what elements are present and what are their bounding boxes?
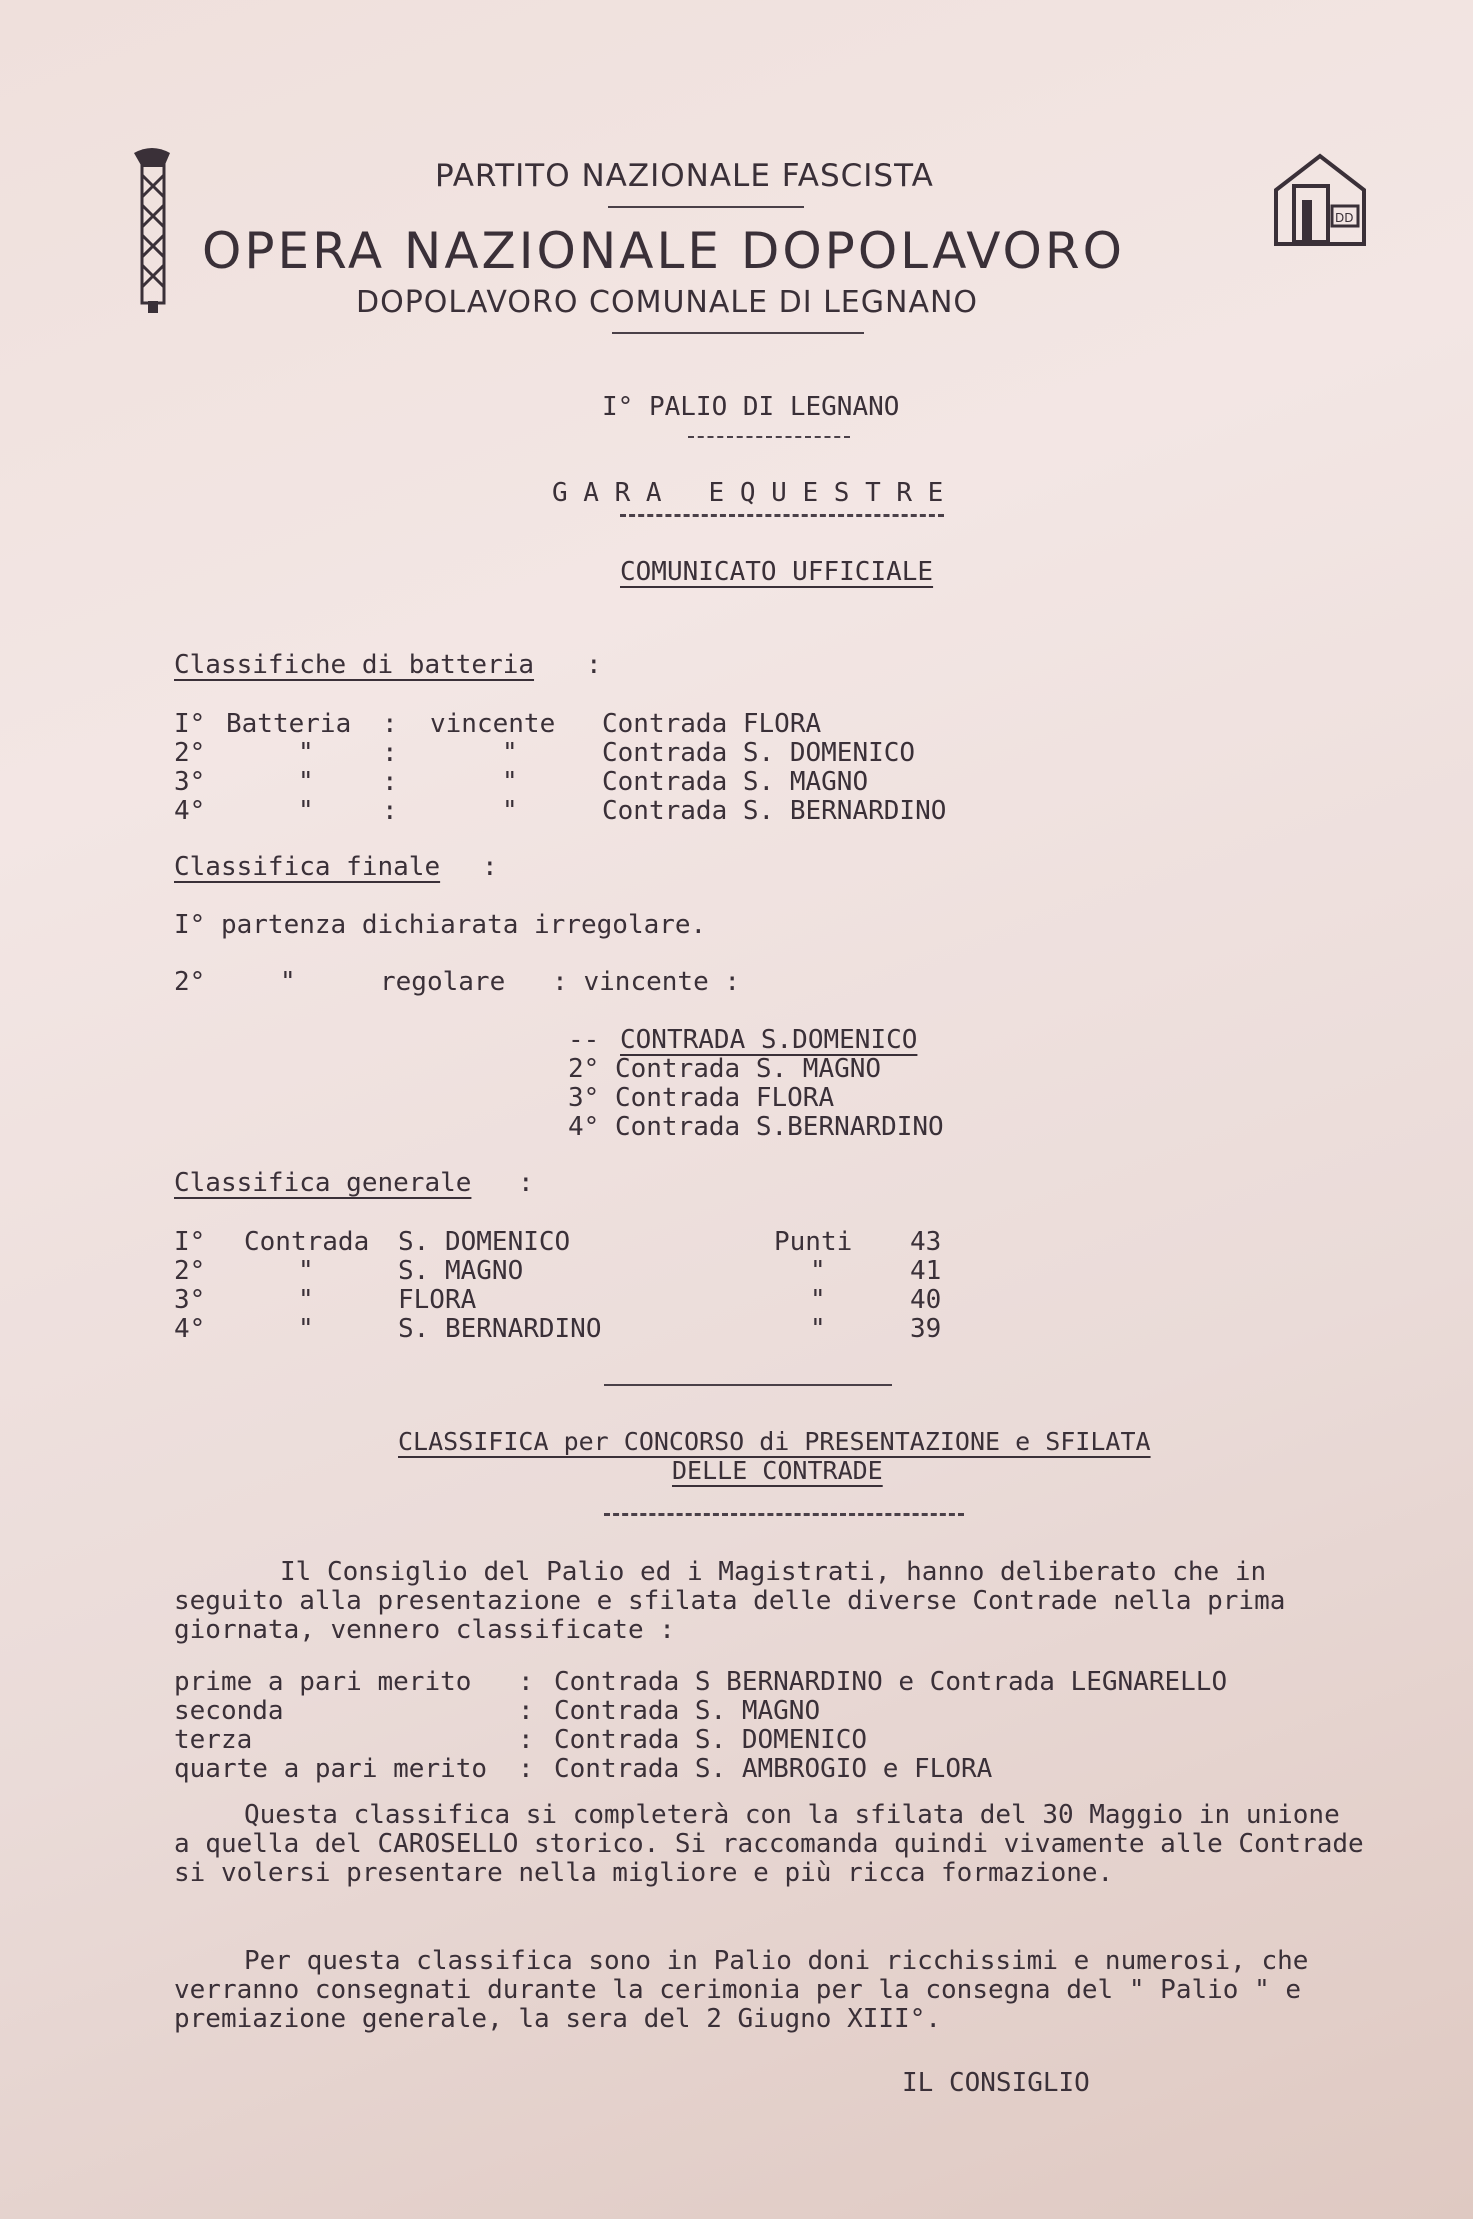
final-line-2-position: 2° bbox=[174, 967, 206, 997]
signature: IL CONSIGLIO bbox=[902, 2068, 1090, 2098]
row-separator: : bbox=[518, 1725, 534, 1755]
row-word: vincente bbox=[430, 709, 556, 739]
row-points: 39 bbox=[910, 1314, 942, 1344]
final-colon: : bbox=[482, 852, 498, 882]
row-label: Batteria bbox=[226, 709, 352, 739]
row-team: FLORA bbox=[398, 1285, 477, 1315]
row-position: 2° bbox=[174, 738, 206, 768]
row-rank: terza bbox=[174, 1725, 253, 1755]
parade-intro: Il Consiglio del Palio ed i Magistrati, hanno deliberato che in seguito alla presentazione e sfilata delle diverse Contrade nella prima giornata, vennero classificate : bbox=[174, 1557, 1286, 1645]
parade-heading-dashes bbox=[604, 1513, 964, 1516]
row-label: " bbox=[298, 796, 314, 826]
row-team: Contrada S. MAGNO bbox=[602, 767, 869, 797]
row-separator: : bbox=[518, 1696, 534, 1726]
row-position: 4° bbox=[174, 1314, 206, 1344]
communique-heading: COMUNICATO UFFICIALE bbox=[620, 557, 934, 587]
header-rule-2 bbox=[612, 332, 864, 334]
title-dashes bbox=[688, 436, 850, 438]
row-position: 2° bbox=[174, 1256, 206, 1286]
row-word: " bbox=[502, 767, 518, 797]
local-section-name: DOPOLAVORO COMUNALE DI LEGNANO bbox=[356, 285, 979, 320]
header-rule-1 bbox=[608, 206, 804, 208]
fasces-icon bbox=[128, 145, 176, 315]
organization-name: OPERA NAZIONALE DOPOLAVORO bbox=[202, 222, 1125, 280]
final-line-2-rest: regolare : vincente : bbox=[380, 967, 741, 997]
parade-paragraph-2: Per questa classifica sono in Palio doni ricchissimi e numerosi, che verranno consegnati durante la cerimonia per la consegna del " Palio " e premiazione generale, la sera del 2 Giugno XIII°. bbox=[174, 1946, 1309, 2034]
final-rank-2: 2° Contrada S. MAGNO bbox=[568, 1054, 882, 1084]
final-heading: Classifica finale bbox=[174, 852, 441, 882]
row-team: Contrada FLORA bbox=[602, 709, 822, 739]
row-position: I° bbox=[174, 709, 206, 739]
row-separator: : bbox=[518, 1667, 534, 1697]
row-label: " bbox=[298, 767, 314, 797]
row-value: Contrada S. AMBROGIO e FLORA bbox=[554, 1754, 993, 1784]
row-separator: : bbox=[382, 796, 398, 826]
row-points-label: " bbox=[810, 1256, 826, 1286]
row-position: 4° bbox=[174, 796, 206, 826]
row-team: Contrada S. BERNARDINO bbox=[602, 796, 947, 826]
final-rank-3: 3° Contrada FLORA bbox=[568, 1083, 835, 1113]
row-rank: seconda bbox=[174, 1696, 284, 1726]
row-points-label: Punti bbox=[774, 1227, 853, 1257]
row-label: " bbox=[298, 1256, 314, 1286]
row-value: Contrada S BERNARDINO e Contrada LEGNARELLO bbox=[554, 1667, 1228, 1697]
row-value: Contrada S. DOMENICO bbox=[554, 1725, 868, 1755]
party-name: PARTITO NAZIONALE FASCISTA bbox=[435, 158, 934, 194]
row-team: S. DOMENICO bbox=[398, 1227, 571, 1257]
row-word: " bbox=[502, 796, 518, 826]
section-separator bbox=[604, 1384, 892, 1386]
row-separator: : bbox=[382, 738, 398, 768]
row-position: 3° bbox=[174, 1285, 206, 1315]
general-heading: Classifica generale bbox=[174, 1168, 472, 1198]
svg-text:DD: DD bbox=[1335, 211, 1354, 225]
final-winner: CONTRADA S.DOMENICO bbox=[620, 1025, 918, 1055]
row-rank: quarte a pari merito bbox=[174, 1754, 488, 1784]
row-label: " bbox=[298, 1285, 314, 1315]
heat-heading: Classifiche di batteria bbox=[174, 650, 535, 680]
row-team: S. BERNARDINO bbox=[398, 1314, 602, 1344]
heat-colon: : bbox=[586, 650, 602, 680]
row-word: " bbox=[502, 738, 518, 768]
row-points: 40 bbox=[910, 1285, 942, 1315]
subtitle-dashes bbox=[620, 514, 944, 517]
final-line-2-quote: " bbox=[280, 967, 296, 997]
parade-heading-line-2: DELLE CONTRADE bbox=[672, 1456, 883, 1485]
final-winner-prefix: -- bbox=[568, 1025, 600, 1055]
building-emblem-icon bbox=[1272, 150, 1368, 250]
row-rank: prime a pari merito bbox=[174, 1667, 472, 1697]
row-value: Contrada S. MAGNO bbox=[554, 1696, 821, 1726]
row-points-label: " bbox=[810, 1314, 826, 1344]
document-title: I° PALIO DI LEGNANO bbox=[602, 392, 900, 422]
general-colon: : bbox=[518, 1168, 534, 1198]
final-line-1: I° partenza dichiarata irregolare. bbox=[174, 910, 707, 940]
row-label: Contrada bbox=[244, 1227, 370, 1257]
row-position: I° bbox=[174, 1227, 206, 1257]
row-label: " bbox=[298, 1314, 314, 1344]
row-points: 41 bbox=[910, 1256, 942, 1286]
row-separator: : bbox=[382, 709, 398, 739]
parade-heading-line-1: CLASSIFICA per CONCORSO di PRESENTAZIONE e SFILATA bbox=[398, 1427, 1151, 1456]
event-subtitle: G A R A E Q U E S T R E bbox=[552, 478, 944, 508]
row-team: Contrada S. DOMENICO bbox=[602, 738, 916, 768]
row-separator: : bbox=[382, 767, 398, 797]
row-separator: : bbox=[518, 1754, 534, 1784]
row-points: 43 bbox=[910, 1227, 942, 1257]
row-position: 3° bbox=[174, 767, 206, 797]
final-rank-4: 4° Contrada S.BERNARDINO bbox=[568, 1112, 944, 1142]
row-label: " bbox=[298, 738, 314, 768]
row-team: S. MAGNO bbox=[398, 1256, 524, 1286]
row-points-label: " bbox=[810, 1285, 826, 1315]
parade-paragraph-1: Questa classifica si completerà con la sfilata del 30 Maggio in unione a quella del CAROSELLO storico. Si raccomanda quindi vivamente alle Contrade si volersi presentare nella migliore e più ricca formazione. bbox=[174, 1800, 1364, 1888]
